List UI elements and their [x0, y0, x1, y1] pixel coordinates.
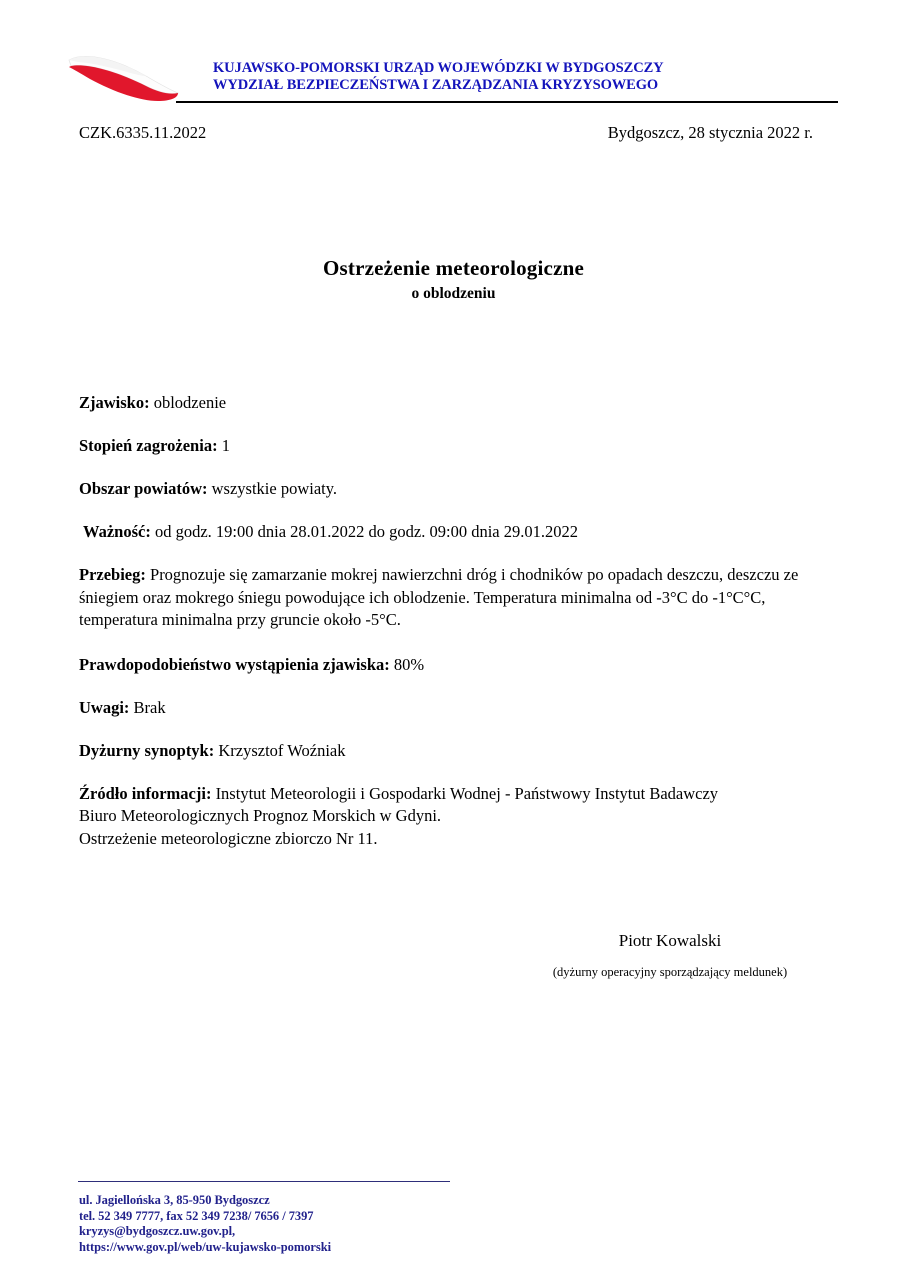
field-phenomenon — [79, 392, 817, 413]
field-source-line-2: Biuro Meteorologicznych Prognoz Morskich w Gdyni. — [79, 806, 442, 825]
field-source-line-1: Instytut Meteorologii i Gospodarki Wodnej - Państwowy Instytut Badawczy — [215, 783, 719, 803]
field-phenomenon-label: Zjawisko: — [79, 393, 150, 412]
signature-block — [500, 930, 840, 981]
field-area — [79, 478, 817, 499]
field-course-value: Prognozuje się zamarzanie mokrej nawierzchni dróg i chodników po opadach deszczu, deszczu ze śniegiem oraz mokrego śniegu powodujące ich oblodzenie. Temperatura minimalna od -3°C do -1°C°C, temperatura minimalna przy gruncie około -5°C. — [79, 565, 799, 629]
field-area-value: wszystkie powiaty. — [211, 479, 338, 498]
page-subtitle: o oblodzeniu — [411, 285, 496, 302]
field-area-label: Obszar powiatów: — [79, 479, 208, 498]
letterhead — [0, 40, 907, 115]
header-divider — [176, 101, 838, 103]
field-remarks — [79, 697, 817, 718]
footer-website[interactable]: https://www.gov.pl/web/uw-kujawsko-pomorski — [79, 1239, 332, 1254]
field-course — [79, 564, 817, 632]
footer-phone: tel. 52 349 7777, fax 52 349 7238/ 7656 / 7397 — [79, 1208, 314, 1223]
field-source — [79, 783, 817, 851]
field-probability-label: Prawdopodobieństwo wystąpienia zjawiska: — [79, 654, 390, 674]
signatory-role: (dyżurny operacyjny sporządzający meldunek) — [552, 965, 788, 979]
field-source-line-3: Ostrzeżenie meteorologiczne zbiorczo Nr 11. — [79, 828, 378, 848]
footer-divider — [78, 1181, 450, 1182]
footer-address: ul. Jagiellońska 3, 85-950 Bydgoszcz — [79, 1193, 270, 1207]
field-forecaster — [79, 740, 817, 761]
warning-details — [79, 392, 817, 850]
field-validity — [79, 521, 817, 542]
field-probability-value: 80% — [393, 654, 425, 674]
field-course-label: Przebieg: — [79, 565, 146, 584]
organization-line-1: KUJAWSKO-POMORSKI URZĄD WOJEWÓDZKI W BYDGOSZCZY — [213, 60, 664, 76]
field-phenomenon-value: oblodzenie — [153, 393, 227, 412]
organization-name — [213, 60, 853, 94]
reference-row — [0, 123, 907, 145]
signatory-name: Piotr Kowalski — [618, 931, 722, 950]
footer-contact — [79, 1193, 579, 1255]
field-probability — [79, 654, 817, 675]
footer-email[interactable]: kryzys@bydgoszcz.uw.gov.pl, — [79, 1224, 236, 1238]
reference-number: CZK.6335.11.2022 — [79, 123, 207, 142]
document-title-block — [0, 255, 907, 304]
field-forecaster-value: Krzysztof Woźniak — [218, 740, 346, 760]
field-degree — [79, 435, 817, 456]
field-validity-label: Ważność: — [83, 522, 151, 541]
field-degree-label: Stopień zagrożenia: — [79, 436, 218, 455]
organization-line-2: WYDZIAŁ BEZPIECZEŃSTWA I ZARZĄDZANIA KRYZYSOWEGO — [213, 77, 659, 93]
place-and-date: Bydgoszcz, 28 stycznia 2022 r. — [607, 123, 813, 142]
field-validity-value: od godz. 19:00 dnia 28.01.2022 do godz. 09:00 dnia 29.01.2022 — [154, 522, 578, 541]
field-source-label: Źródło informacji: — [79, 783, 212, 803]
field-forecaster-label: Dyżurny synoptyk: — [79, 740, 215, 760]
polish-flag-wave-icon — [66, 46, 182, 108]
field-remarks-label: Uwagi: — [79, 697, 130, 717]
field-remarks-value: Brak — [133, 697, 166, 717]
field-degree-value: 1 — [221, 436, 230, 455]
page-title: Ostrzeżenie meteorologiczne — [323, 256, 584, 280]
